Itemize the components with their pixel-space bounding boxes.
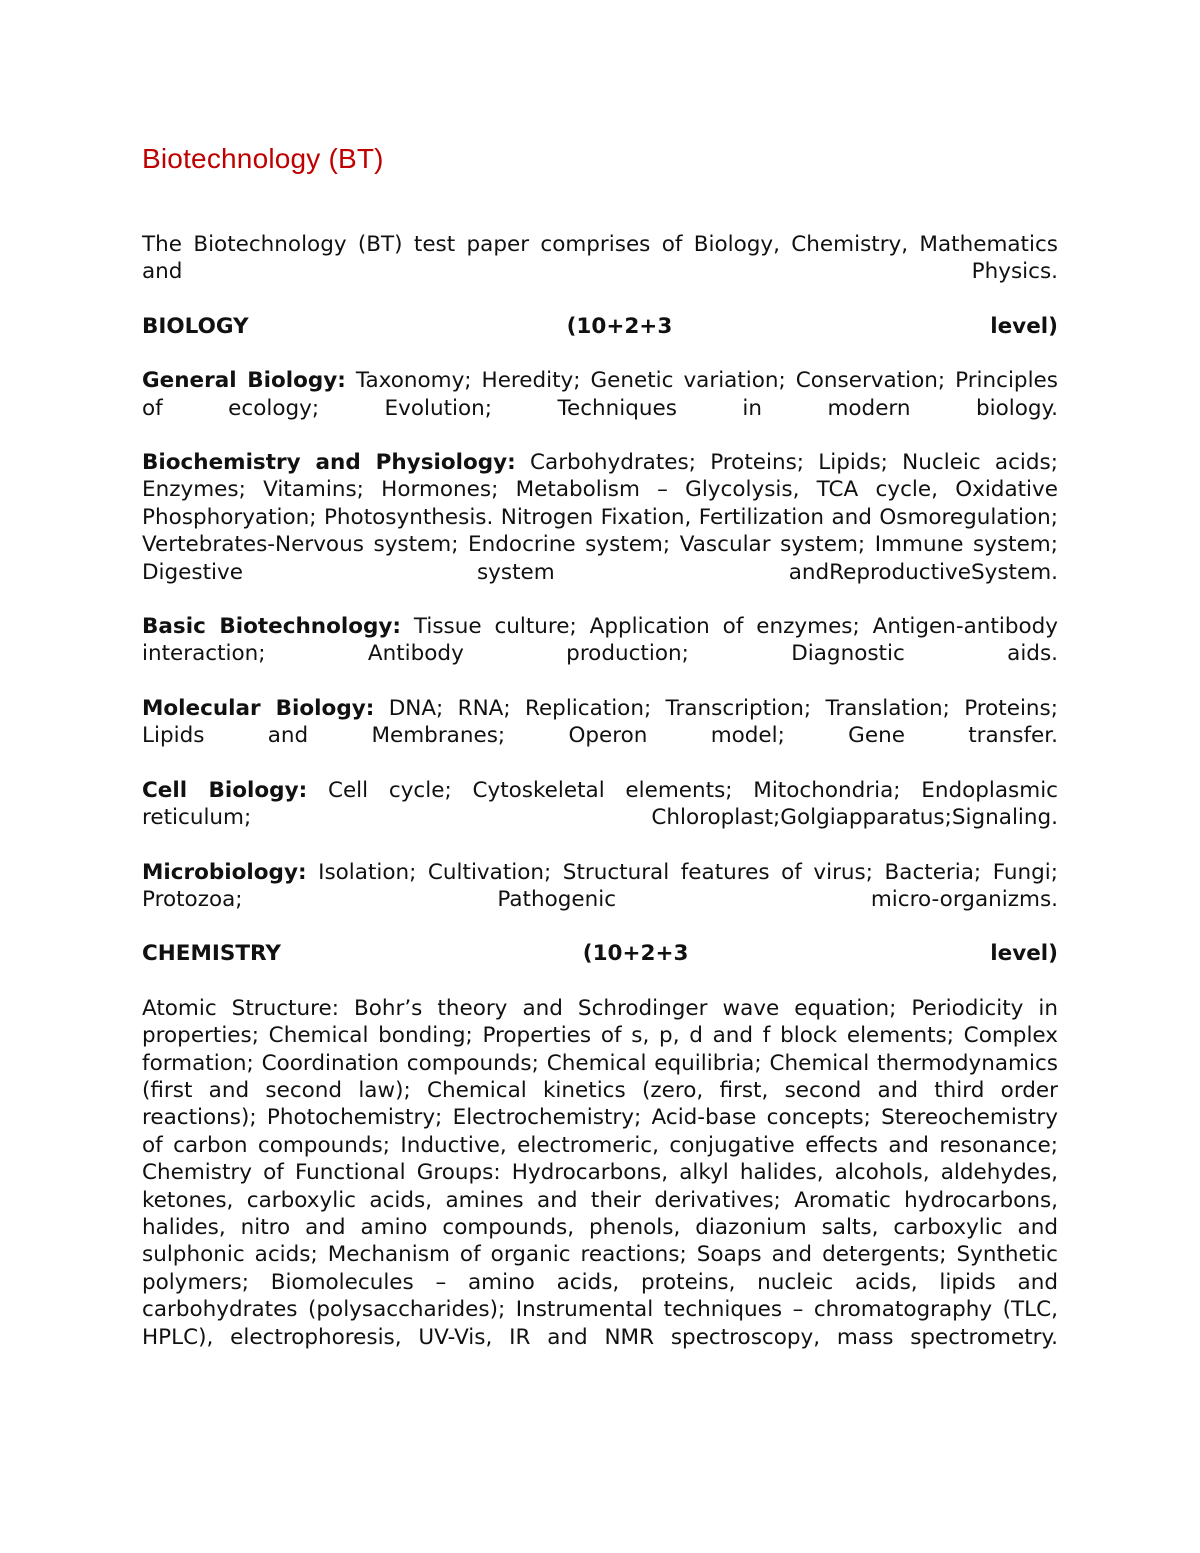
chemistry-heading-label: CHEMISTRY xyxy=(142,941,281,967)
topic-text: Isolation; Cultivation; Structural features of virus; Bacteria; Fungi; Protozoa; Pathogenic micro-organizms. xyxy=(142,859,1058,912)
document-body xyxy=(142,140,1058,1351)
intro-paragraph: The Biotechnology (BT) test paper comprises of Biology, Chemistry, Mathematics and Physics. xyxy=(142,232,1058,285)
biology-section-heading xyxy=(142,313,1058,340)
topic-text: Cell cycle; Cytoskeletal elements; Mitochondria; Endoplasmic reticulum; Chloroplast;Golgiapparatus;Signaling. xyxy=(142,777,1058,831)
chemistry-section-heading xyxy=(142,940,1058,967)
topic-microbiology xyxy=(142,859,1058,914)
topic-text: Carbohydrates; Proteins; Lipids; Nucleic acids; Enzymes; Vitamins; Hormones; Metabolism – Glycolysis, TCA cycle, Oxidative Phosphoryation; Photosynthesis. Nitrogen Fixation, Fertilization and Osmoregulation; Vertebrates-Nervous system; Endocrine system; Vascular system; Immune system; Digestive system andReproductiveSystem. xyxy=(142,450,1058,585)
biology-heading-level: (10+2+3 xyxy=(566,313,673,339)
biology-heading-label: BIOLOGY xyxy=(142,313,249,339)
topic-heading: Basic Biotechnology: xyxy=(142,614,401,640)
topic-heading: Biochemistry and Physiology: xyxy=(142,450,516,476)
topic-heading: General Biology: xyxy=(142,368,346,394)
topic-molecular-biology xyxy=(142,695,1058,750)
topic-heading: Microbiology: xyxy=(142,859,307,885)
topic-text: Tissue culture; Application of enzymes; Antigen-antibody interaction; Antibody production; Diagnostic aids. xyxy=(142,614,1058,667)
biology-heading-level-end: level) xyxy=(990,313,1058,339)
document-title: Biotechnology (BT) xyxy=(142,143,384,174)
chemistry-heading-level: (10+2+3 xyxy=(582,941,689,967)
topic-cell-biology xyxy=(142,777,1058,832)
chemistry-syllabus-paragraph: Atomic Structure: Bohr’s theory and Schrodinger wave equation; Periodicity in properties; Chemical bonding; Properties of s, p, d and f block elements; Complex formation; Coordination compounds; Chemical equilibria; Chemical thermodynamics (first and second law); Chemical kinetics (zero, first, second and third order reactions); Photochemistry; Electrochemistry; Acid-base concepts; Stereochemistry of carbon compounds; Inductive, electromeric, conjugative effects and resonance; Chemistry of Functional Groups: Hydrocarbons, alkyl halides, alcohols, aldehydes, ketones, carboxylic acids, amines and their derivatives; Aromatic hydrocarbons, halides, nitro and amino compounds, phenols, diazonium salts, carboxylic and sulphonic acids; Mechanism of organic reactions; Soaps and detergents; Synthetic polymers; Biomolecules – amino acids, proteins, nucleic acids, lipids and carbohydrates (polysaccharides); Instrumental techniques – chromatography (TLC, HPLC), electrophoresis, UV-Vis, IR and NMR spectroscopy, mass spectrometry. xyxy=(142,995,1058,1350)
topic-general-biology xyxy=(142,367,1058,422)
topic-heading: Molecular Biology: xyxy=(142,695,375,721)
chemistry-heading-level-end: level) xyxy=(990,941,1058,967)
topic-heading: Cell Biology: xyxy=(142,777,308,803)
topic-biochemistry-physiology xyxy=(142,449,1058,586)
topic-basic-biotechnology xyxy=(142,613,1058,668)
topic-text: DNA; RNA; Replication; Transcription; Translation; Proteins; Lipids and Membranes; Operon model; Gene transfer. xyxy=(142,695,1059,749)
topic-text: Taxonomy; Heredity; Genetic variation; Conservation; Principles of ecology; Evolution; Techniques in modern biology. xyxy=(142,368,1058,421)
